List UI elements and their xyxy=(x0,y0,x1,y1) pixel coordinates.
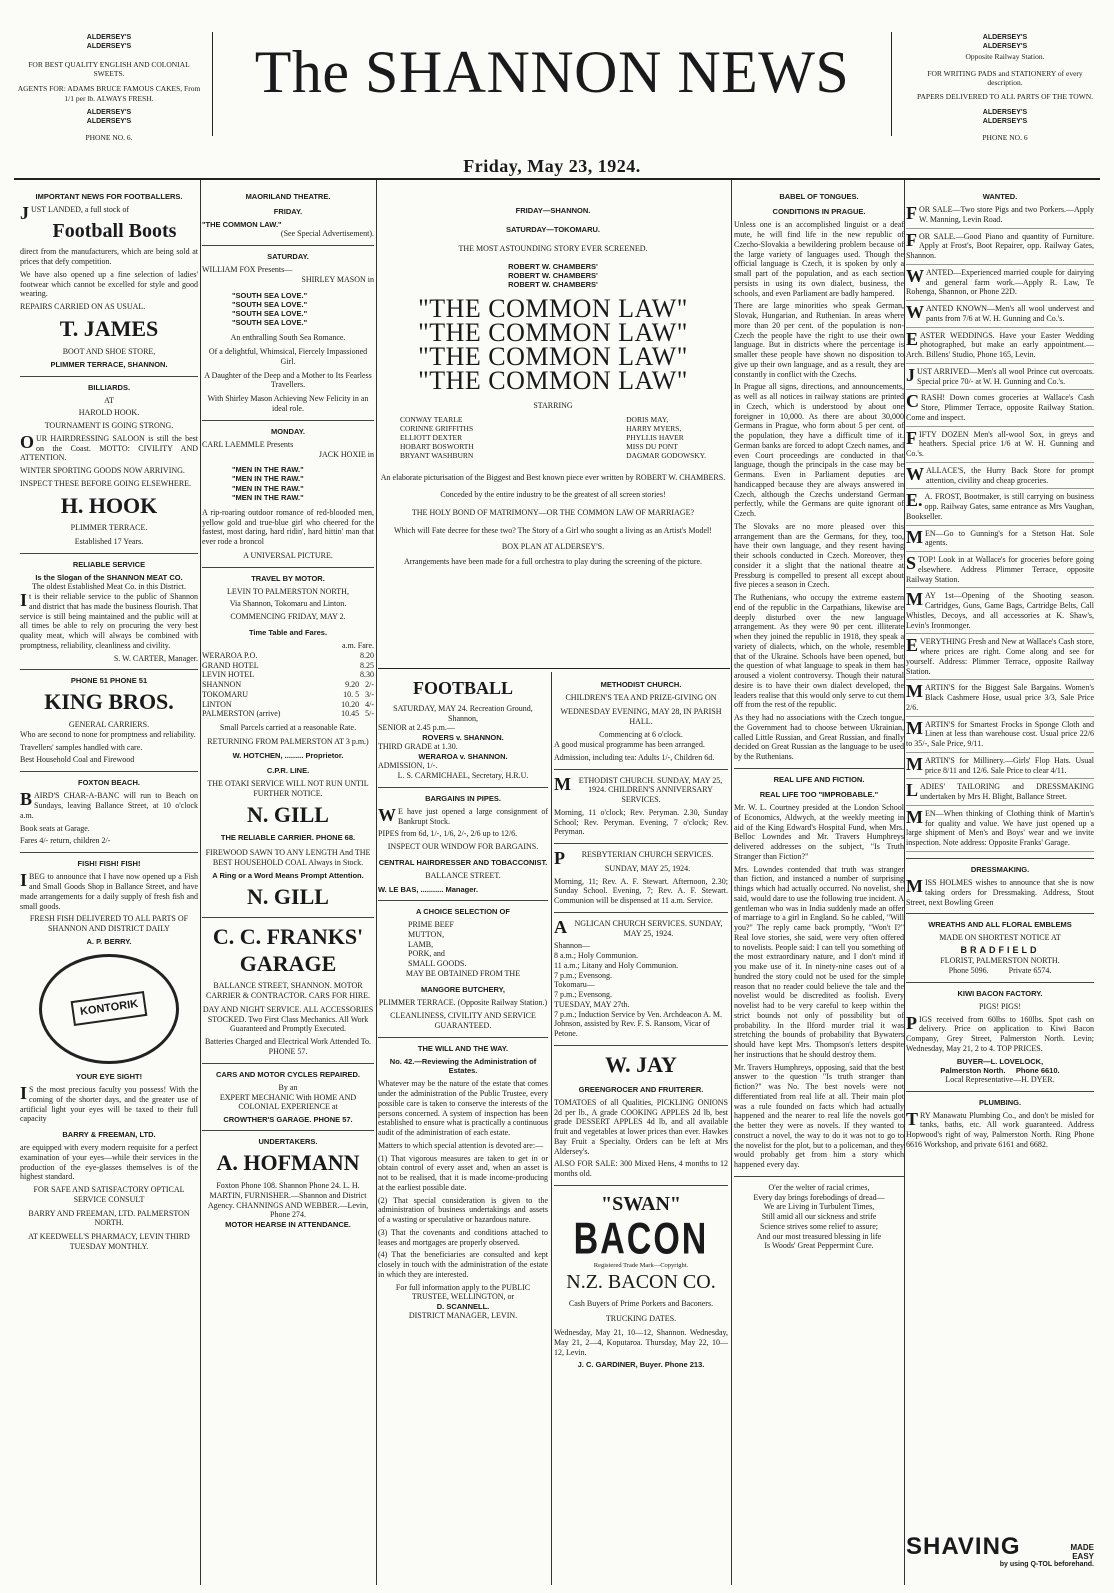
gardiner-buyer: J. C. GARDINER, Buyer. Phone 213. xyxy=(577,1360,705,1370)
timetable-stop: PALMERSTON (arrive) xyxy=(202,709,281,719)
travel-via: Via Shannon, Tokomaru and Linton. xyxy=(229,599,347,609)
babel-para-5: The Ruthenians, who occupy the extreme eastern end of the republic in the Carpathians, likewise are deeply disturbed over the new language arrangement. As they were 90 per cent. illiterate when they joined the republic in 1918, they speak a variety of dialects, which, on the whole, resemble that of the Ukraine. Schools have been opened, but the question of what language to speak in them has aroused a violent controversy. Though their natural desire is to have their own dialect developed, the leaders realise that this would only serve to cut them off from the rest of the republic. xyxy=(734,593,904,710)
w-jay-heading: W. JAY xyxy=(605,1051,677,1077)
point-2: (2) That special consideration is given to the administration of business undertakings and assets of a wasting or speculative or hazardous nature. xyxy=(378,1195,548,1225)
ear-right-advert xyxy=(910,34,1100,142)
saturday-tagline1: An enthralling South Sea Romance. xyxy=(230,333,346,343)
meat-manager: S. W. CARTER, Manager. xyxy=(113,653,198,663)
tournament-text: TOURNAMENT IS GOING STRONG. xyxy=(44,421,174,431)
divider xyxy=(906,858,1094,859)
bacon-logo: BACON xyxy=(573,1214,709,1264)
babel-para-3: In Prague all signs, directions, and announcements, as well as all notices in railway stations are printed in Czech, which is understood by about one foreigner in 10,000. As there are about 30,000 Germans in Prague, who form about 5 per cent. of the population, they have a difficult time of it. German banks are forced to adopt Czech names, and even Court proceedings are conducted in that language, though the principals in the case may be Germans. Even in Parliament deputies are handicapped because they are always answered in Czech, although the Czechs understand German perfectly, while the Germans are quite ignorant of Czech. xyxy=(734,382,904,519)
timetable-time-fare: 8.20 xyxy=(360,650,374,660)
classified-ad: MARTIN'S for Smartest Frocks in Sponge Cloth and Linen at less than warehouse cost. Usual price 22/6 to 35/-, Sale Price, 9/11. xyxy=(906,720,1094,753)
classified-ad: MARTIN'S for Millinery.—Girls' Flop Hats. Usual price 8/11 and 12/6. Sale Price to clear 4/11. xyxy=(906,756,1094,780)
local-representative: Local Representative—H. DYER. xyxy=(945,1074,1055,1084)
wednesday-evening: WEDNESDAY EVENING, MAY 28, IN PARISH HALL. xyxy=(560,706,722,726)
ring-or-word: A Ring or a Word Means Prompt Attention. xyxy=(212,870,364,880)
heading-billiards: BILLIARDS. xyxy=(87,382,131,392)
kontorik-logo-text: KONTORIK xyxy=(70,991,147,1027)
heading-eye-sight: YOUR EYE SIGHT! xyxy=(75,1071,143,1081)
heading-dressmaking: DRESSMAKING. xyxy=(970,864,1030,874)
heading-babel-of-tongues: BABEL OF TONGUES. xyxy=(779,192,859,201)
ear-right-line0: Opposite Railway Station. xyxy=(965,51,1045,61)
masthead-title: The SHANNON NEWS xyxy=(254,39,850,105)
florist-phone: Phone 5096. Private 6574. xyxy=(948,965,1052,975)
cast-right: DORIS MAY, HARRY MYERS, PHYLLIS HAVER MISS DU PONT DAGMAR GODOWSKY. xyxy=(626,414,706,461)
column-rule xyxy=(376,180,377,1585)
pigs-pigs: PIGS! PIGS! xyxy=(978,1001,1021,1011)
divider xyxy=(554,769,728,770)
king-bros-carriers: GENERAL CARRIERS. xyxy=(68,720,150,730)
kontorik-logo xyxy=(39,954,179,1064)
swan-label: "SWAN" xyxy=(601,1192,681,1215)
ladies-footwear-text: We have also opened up a fine selection of ladies' footwear which cannot be excelled for style and good wearing. xyxy=(20,269,198,299)
column-rule xyxy=(904,180,905,1585)
meat-oldest: The oldest Established Meat Co. in this District. xyxy=(32,582,186,592)
heading-conditions-prague: CONDITIONS IN PRAGUE. xyxy=(772,207,866,217)
classified-ad: CRASH! Down comes groceries at Wallace's Cash Store, Plimmer Terrace, opposite Railway Station. Come and inspect. xyxy=(906,393,1094,426)
divider xyxy=(906,982,1094,983)
reviewing-administration: No. 42.—Reviewing the Administration of Estates. xyxy=(389,1057,537,1076)
ear-right-caps2: ALDERSEY'S ALDERSEY'S xyxy=(982,109,1028,125)
timetable-time-fare: 8.30 xyxy=(360,670,374,680)
box-plan: BOX PLAN AT ALDERSEY'S. xyxy=(501,541,605,551)
saturday-presenter: WILLIAM FOX Presents— xyxy=(202,265,293,275)
franks-services: DAY AND NIGHT SERVICE. ALL ACCESSORIES STOCKED. Two First Class Mechanics. All Work Guaranteed and Promptly Executed. xyxy=(202,1004,374,1034)
classified-ad: EASTER WEDDINGS. Have your Easter Wedding photographed, but make an early appointment.—Arch. Billens' Studio, Phone 165, Levin. xyxy=(906,331,1094,364)
n-gill-heading-2: N. GILL xyxy=(247,884,329,909)
saturday-tagline2: Of a delightful, Whimsical, Fiercely Impassioned Girl. xyxy=(208,347,368,366)
divider xyxy=(554,1045,728,1046)
hairdressing-text: OUR HAIRDRESSING SALOON is still the best on the Coast. MOTTO: CIVILITY AND ATTENTION. xyxy=(20,431,198,463)
ear-right-line2: PAPERS DELIVERED TO ALL PARTS OF THE TOWN. xyxy=(917,91,1093,101)
common-law-advert xyxy=(378,200,728,666)
t-james-heading: T. JAMES xyxy=(59,315,159,341)
trademark-note: Registered Trade Mark—Copyright. xyxy=(593,1262,689,1270)
king-bros-text3: Best Household Coal and Firewood xyxy=(20,755,135,765)
timetable-row xyxy=(202,661,374,671)
heading-wanted: WANTED. xyxy=(982,192,1018,201)
babel-para-1: Unless one is an accomplished linguist or a deaf mute, he will find life in the new republic of Czecho-Slovakia a bewildering problem because of the large variety of languages used. Though the official language is Czech, it is spoken by only a small part of the population, and as each section persists in using its own dialect, business, the schools, and even Parliament are badly hampered. xyxy=(734,220,904,298)
timetable-row xyxy=(202,670,374,680)
timetable-time-fare: 9.20 2/- xyxy=(345,680,374,690)
n-gill-heading: N. GILL xyxy=(247,802,329,828)
ear-left-advert xyxy=(14,34,204,142)
rovers-shannon: ROVERS v. SHANNON. xyxy=(422,733,504,743)
heading-bargains-pipes: BARGAINS IN PIPES. xyxy=(425,793,501,803)
divider xyxy=(20,376,198,377)
district-manager: DISTRICT MANAGER, LEVIN. xyxy=(408,1311,518,1321)
heading-maoriland-theatre: MAORILAND THEATRE. xyxy=(245,192,331,201)
king-bros-text1: Who are second to none for promptness and reliability. xyxy=(20,729,196,739)
travel-route: LEVIN TO PALMERSTON NORTH, xyxy=(227,586,349,596)
timetable-row xyxy=(202,709,374,719)
meat-list: PRIME BEEF MUTTON, LAMB, PORK, and SMALL GOODS. xyxy=(408,920,467,969)
dressmaking-text: MISS HOLMES wishes to announce that she is now taking orders for Dressmaking. Address, Stout Street, next Bowling Green xyxy=(906,876,1094,907)
senior-time: SENIOR at 2.45 p.m.— xyxy=(378,723,455,733)
le-bas-manager: W. LE BAS, ........... Manager. xyxy=(378,884,479,894)
winter-goods-text: WINTER SPORTING GOODS NOW ARRIVING. xyxy=(20,466,185,476)
fiction-para-1: Mr. W. L. Courtney presided at the London School of Economics, Aldwych, at the weekly meeting in aid of the King Edward's Hospital Fund, when Mrs. Belloc Lowndes and Mr. Travers Humphreys delivered addresses on the subject, "Is Truth Stranger than Fiction?" xyxy=(734,803,904,861)
classified-ad: MEN—When thinking of Clothing think of Martin's for quality and value. We have just opened up a large shipment of Men's and Boys' wear and we invite inspection. Note address: Opposite Franks' Garage. xyxy=(906,809,1094,852)
shaving-q-tol: by using Q-TOL beforehand. xyxy=(999,1561,1094,1568)
heading-fish: FISH! FISH! FISH! xyxy=(77,859,141,869)
peppermint-verse: O'er the welter of racial crimes, Every day brings forebodings of dread— We are Living in Turbulent Times, Still amid all our sickness and strife Science strives some relief to assure; And our most treasured blessing in life Is Woods' Great Peppermint Cure. xyxy=(753,1182,885,1251)
classified-ad: MAY 1st—Opening of the Shooting season. Cartridges, Guns, Game Bags, Cartridge Belts, Call Whistles, Decoys, and all accessories at K. Shaw's, Levin's Ironmonger. xyxy=(906,591,1094,634)
heading-choice-selection: A CHOICE SELECTION OF xyxy=(416,906,510,916)
estate-text: Whatever may be the nature of the estate that comes under the administration of the Public Trustee, every possible care is taken to conserve the interests of the persons concerned. A system of inspection has been established to ensure what is practically a continuous audit of the administration of each estate. xyxy=(378,1079,548,1138)
timetable-row xyxy=(202,690,374,700)
football-intro: JUST LANDED, a full stock of xyxy=(20,203,130,224)
babel-para-2: There are large minorities who speak German, Slovak, Hungarian, and Ruthenian. In areas where more than 20 per cent. of the population is non-Czech the people have the right to use their own language. But in districts where the percentage is smaller these people have shown no disposition to give up their own language, and as a result, they are constantly in conflict with the Czechs. xyxy=(734,301,904,379)
presbyterian-services: PRESBYTERIAN CHURCH SERVICES. xyxy=(554,848,714,869)
heading-mangore-butchery: MANGORE BUTCHERY, xyxy=(421,984,505,994)
classified-ad: LADIES' TAILORING and DRESSMAKING undertaken by Mrs H. Blight, Ballance Street. xyxy=(906,782,1094,806)
holy-bond-text: THE HOLY BOND OF MATRIMONY—OR THE COMMON LAW OF MARRIAGE? xyxy=(411,508,695,518)
eye-sight-text: IS the most precious faculty you possess! With the coming of the shorter days, and the greater use of artificial light your eyes will be taxed to their full capacity xyxy=(20,1083,198,1124)
monday-film: "MEN IN THE RAW." "MEN IN THE RAW." "MEN IN THE RAW." "MEN IN THE RAW." xyxy=(232,465,304,502)
lovelock-buyer: BUYER—L. LOVELOCK, xyxy=(956,1056,1044,1066)
ear-right-phone: PHONE NO. 6 xyxy=(982,132,1028,142)
point-4: (4) That the beneficiaries are consulted and kept closely in touch with the administration of the estate in which they are interested. xyxy=(378,1250,548,1279)
timetable-stop: LINTON xyxy=(202,699,232,709)
keedwell-pharmacy: AT KEEDWELL'S PHARMACY, LEVIN THIRD TUESDAY MONTHLY. xyxy=(28,1232,190,1251)
timetable-row xyxy=(202,651,374,661)
friday-note: (See Special Advertisement). xyxy=(280,229,374,239)
meat-service-text: It is their reliable service to the public of Shannon and district that has made the business flourish. That service is still being maintained and the public will at all times be able to rely on procuring the very best quality meat, which will always be combined with promptness, reliability, cleanliness and civility. xyxy=(20,590,198,650)
ear-left-line1: FOR BEST QUALITY ENGLISH AND COLONIAL SWEETS. xyxy=(28,59,190,78)
heading-real-life-fiction: REAL LIFE AND FICTION. xyxy=(773,774,865,784)
divider xyxy=(20,771,198,772)
carmichael-secretary: L. S. CARMICHAEL, Secretary, H.R.U. xyxy=(397,770,529,780)
starring-label: STARRING xyxy=(533,401,573,411)
classified-ad: JUST ARRIVED—Men's all wool Prince cut overcoats. Special price 70/- at W. H. Gunning and Co.'s. xyxy=(906,367,1094,391)
heading-monday: MONDAY. xyxy=(271,426,305,436)
heading-kiwi-bacon: KIWI BACON FACTORY. xyxy=(957,988,1043,998)
crowther-garage: CROWTHER'S GARAGE. PHONE 57. xyxy=(223,1115,353,1125)
otaki-service: THE OTAKI SERVICE WILL NOT RUN UNTIL FURTHER NOTICE. xyxy=(207,778,369,798)
bankrupt-stock: WE have just opened a large consignment of Bankrupt Stock. xyxy=(378,804,548,826)
ear-right-line1: FOR WRITING PADS and STATIONERY of every description. xyxy=(927,68,1083,88)
ballance-street: BALLANCE STREET. xyxy=(425,871,501,881)
point-1: (1) That vigorous measures are taken to get in or obtain control of every asset and, when an asset is not to be realised, that it is made income-producing at the earliest possible date. xyxy=(378,1153,548,1192)
heading-too-improbable: REAL LIFE TOO "IMPROBABLE." xyxy=(759,789,879,799)
fish-owner: A. P. BERRY. xyxy=(86,936,132,946)
admission-tea: Admission, including tea: Adults 1/-, Children 6d. xyxy=(554,752,715,762)
shoe-store-text: BOOT AND SHOE STORE, xyxy=(62,346,156,356)
divider xyxy=(202,1130,374,1131)
babel-para-6: As they had no associations with the Czech tongue, the Government had to choose between Ukrainian, called Little Russian, and Great Russian, and finally decided on Great Russian as the language to be used by the Ruthenians. xyxy=(734,713,904,762)
heading-wreaths: WREATHS AND ALL FLORAL EMBLEMS xyxy=(928,920,1072,930)
franks-garage-heading: C. C. FRANKS' GARAGE xyxy=(212,923,364,976)
divider xyxy=(202,567,374,568)
saturday-tagline4: With Shirley Mason Achieving New Felicity in an ideal role. xyxy=(207,394,369,413)
meat-slogan: Is the Slogan of the SHANNON MEAT CO. xyxy=(35,573,183,583)
timetable-time-fare: 8.25 xyxy=(360,660,374,670)
timetable-time-fare: 10.20 4/- xyxy=(341,699,374,709)
inspect-text: INSPECT THESE BEFORE GOING ELSEWHERE. xyxy=(20,478,192,488)
nz-bacon-co: N.Z. BACON CO. xyxy=(566,1271,716,1294)
charabanc-text: BAIRD'S CHAR-A-BANC will run to Beach on Sundays, leaving Ballance Street, at 10 o'clock a.m. xyxy=(20,789,198,820)
divider xyxy=(378,1037,548,1038)
divider xyxy=(554,1185,728,1186)
divider xyxy=(20,852,198,853)
fish-text: IBEG to announce that I have now opened up a Fish and Small Goods Shop in Ballance Street, and have made arrangements for a daily supply of fresh fish and small goods. xyxy=(20,870,198,911)
column-rule xyxy=(200,180,201,1585)
classified-ad: MEN—Go to Gunning's for a Stetson Hat. Sole agents. xyxy=(906,529,1094,553)
divider xyxy=(202,245,374,246)
divider xyxy=(734,1176,904,1177)
author-lines: ROBERT W. CHAMBERS' ROBERT W. CHAMBERS' ROBERT W. CHAMBERS' xyxy=(508,262,598,290)
heading-saturday-tokomaru: SATURDAY—TOKOMARU. xyxy=(505,225,601,235)
heading-timetable: Time Table and Fares. xyxy=(248,627,328,637)
divider xyxy=(202,420,374,421)
astounding-story: THE MOST ASTOUNDING STORY EVER SCREENED. xyxy=(458,244,648,254)
column-3b xyxy=(554,674,728,1584)
barry-freeman-text: are equipped with every modern requisite for a perfect examination of your eyes—while their services in the production of the eye-glasses themselves is of the highest standard. xyxy=(20,1143,198,1182)
presbyterian-times: Morning, 11; Rev. A. F. Stewart. Afternoon, 2.30; Sunday School. Evening, 7; Rev. A. F. Stewart. Communion will be dispensed at 11 a.m. Service. xyxy=(554,876,728,906)
divider xyxy=(20,553,198,554)
admission: ADMISSION, 1/-. xyxy=(378,761,438,771)
column-1 xyxy=(20,186,198,1586)
divider xyxy=(906,1091,1094,1092)
timetable-stop: GRAND HOTEL xyxy=(202,660,259,670)
heading-greengrocer: GREENGROCER AND FRUITERER. xyxy=(578,1084,704,1094)
hotchen-proprietor: W. HOTCHEN, ......... Proprietor. xyxy=(232,750,344,760)
ear-left-caps: ALDERSEY'S ALDERSEY'S xyxy=(86,34,132,50)
heading-travel-by-motor: TRAVEL BY MOTOR. xyxy=(251,573,325,583)
column-5 xyxy=(906,186,1094,1526)
timetable-time-fare: 10. 5 3/- xyxy=(343,689,374,699)
elaborate-text: An elaborate picturisation of the Biggest and Best known piece ever written by ROBERT W. CHAMBERS. xyxy=(380,472,726,482)
plumbing-text: TRY Manawatu Plumbing Co., and don't be misled for tanks, baths, etc. All work guaranteed. Address Hopwood's right of way, Palmerston North. Ring Phone 6616 Workshop, and private 6161 and 6682. xyxy=(906,1108,1094,1149)
timetable-row xyxy=(202,700,374,710)
n-gill-carrier: THE RELIABLE CARRIER. PHONE 68. xyxy=(220,833,356,843)
football-date: SATURDAY, MAY 24. Recreation Ground, Shannon, xyxy=(393,703,533,723)
pipes-prices: PIPES from 6d, 1/-, 1/6, 2/-, 2/6 up to 12/6. xyxy=(378,829,518,839)
hens-for-sale: ALSO FOR SALE: 300 Mixed Hens, 4 months to 12 months old. xyxy=(554,1159,728,1179)
barry-freeman-address: BARRY AND FREEMAN, LTD. PALMERSTON NORTH. xyxy=(28,1208,190,1228)
monday-star: JACK HOXIE in xyxy=(318,449,374,459)
fiction-para-2: Mrs. Lowndes contended that truth was stranger than fiction, and instanced a number of surprising things which had actually occurred. No novelist, she said, would dare to use the following true incident. A gentleman who was in India suddenly made an offer of marriage to a girl in England. So he cabled, "Will you?" The reply came back promptly, "Won't I?" Real love stories, she said, were very often offered to novelists. People said: I can tell you something of the most extraordinary nature, and I don't mind if you make use of it. In ninety-nine cases out of a hundred the story could not be used for the simple reason that no reader could believe the tale and the novelist would be discredited as foolish. Every novelist had to be very careful to keep within the strict bounds not only of possibility but of probability. In the Ilford murder trial it was stretching the bounds of probability that Bywaters should have kept Mrs. Thompson's letters despite her instructions that he should destroy them. xyxy=(734,864,904,1059)
billiards-name: HAROLD HOOK. xyxy=(78,408,140,418)
orchestra-text: Arrangements have been made for a full orchestra to play during the screening of the picture. xyxy=(403,557,703,567)
classified-ad: WALLACE'S, the Hurry Back Store for prompt attention, civility and cheap groceries. xyxy=(906,466,1094,490)
timetable-time-fare: 10.45 5/- xyxy=(341,709,374,719)
scannell: D. SCANNELL. xyxy=(436,1302,490,1312)
methodist-services: METHODIST CHURCH. SUNDAY, MAY 25, 1924. CHILDREN'S ANNIVERSARY SERVICES. xyxy=(554,773,723,805)
lovelock-phone: Palmerston North. Phone 6610. xyxy=(940,1065,1060,1075)
book-seats-text: Book seats at Garage. xyxy=(20,823,90,833)
musical-programme: A good musical programme has been arranged. xyxy=(554,740,705,750)
divider xyxy=(20,669,198,670)
monday-presenter: CARL LAEMMLE Presents xyxy=(202,439,294,449)
firewood-text: FIREWOOD SAWN TO ANY LENGTH And THE BEST HOUSEHOLD COAL Always in Stock. xyxy=(205,848,371,868)
anglican-times: Shannon— 8 a.m.; Holy Communion. 11 a.m.; Litany and Holy Communion. 7 p.m.; Evensong. Tokomaru— 7 p.m.; Evensong. TUESDAY, MAY 27th. 7 p.m.; Induction Service by Ven. Archdeacon A. M. Johnson, assisted by Rev. F. S. Ransom, Vicar of Petone. xyxy=(554,941,723,1039)
franks-address: BALLANCE STREET, SHANNON. MOTOR CARRIER & CONTRACTOR. CARS FOR HIRE. xyxy=(205,981,371,1001)
childrens-tea: CHILDREN'S TEA AND PRIZE-GIVING ON xyxy=(565,693,717,703)
timetable xyxy=(202,641,374,719)
common-law-title: "THE COMMON LAW" "THE COMMON LAW" "THE COMMON LAW" "THE COMMON LAW" xyxy=(418,294,688,396)
classified-ad: MARTIN'S for the Biggest Sale Bargains. Women's Black Cashmere Hose, usual price 3/3, Sale Price 2/6. xyxy=(906,683,1094,716)
motor-hearse: MOTOR HEARSE IN ATTENDANCE. xyxy=(225,1220,351,1230)
timetable-row xyxy=(202,641,374,651)
divider xyxy=(554,843,728,844)
conceded-text: Conceded by the entire industry to be the greatest of all screen stories! xyxy=(440,490,666,500)
heading-saturday: SATURDAY. xyxy=(267,252,309,262)
classified-ad: EVERYTHING Fresh and New at Wallace's Cash store, where prices are right. Come along and see for yourself. Address: Plimmer Terrace, opposite Railway Station. xyxy=(906,637,1094,680)
divider xyxy=(906,913,1094,914)
king-bros-heading: KING BROS. xyxy=(44,689,174,715)
divider xyxy=(202,917,374,918)
heading-central-hairdresser: CENTRAL HAIRDRESSER AND TOBACCONIST. xyxy=(378,857,548,867)
wanted-ads-list xyxy=(906,205,1094,852)
universal-picture: A UNIVERSAL PICTURE. xyxy=(243,550,333,560)
swan-bacon-advert xyxy=(554,1192,728,1295)
heading-foxton-beach: FOXTON BEACH. xyxy=(78,778,140,788)
franks-batteries: Batteries Charged and Electrical Work Attended To. PHONE 57. xyxy=(204,1037,372,1056)
small-parcels: Small Parcels carried at a reasonable Rate. xyxy=(219,723,357,733)
football-heading: FOOTBALL xyxy=(412,678,514,698)
ear-right-caps: ALDERSEY'S ALDERSEY'S xyxy=(982,34,1028,50)
weraroa-shannon: WERAROA v. SHANNON. xyxy=(418,752,508,762)
classified-ad: WANTED KNOWN—Men's all wool undervest and pants from 7/6 at W. H. Gunning and Co.'s. xyxy=(906,304,1094,328)
repairs-text: REPAIRS CARRIED ON AS USUAL. xyxy=(20,302,146,312)
special-attention: Matters to which special attention is devoted are:— xyxy=(378,1140,544,1150)
saturday-tagline3: A Daughter of the Deep and a Mother to Its Fearless Travellers. xyxy=(204,370,372,390)
ear-left-phone: PHONE NO. 6. xyxy=(85,132,133,142)
divider xyxy=(554,912,728,913)
obtained-from: MAY BE OBTAINED FROM THE xyxy=(405,968,521,978)
column-4 xyxy=(734,186,904,1586)
timetable-stop: LEVIN HOTEL xyxy=(202,670,255,680)
travel-commencing: COMMENCING FRIDAY, MAY 2. xyxy=(230,612,346,622)
hofmann-text: Foxton Phone 108. Shannon Phone 24. L. H. MARTIN, FURNISHER.—Shannon and District Agency. CHANNINGS AND WEBBER.—Levin, Phone 274. xyxy=(207,1181,369,1220)
methodist-times: Morning, 11 o'clock; Rev. Peryman. 2.30, Sunday School; Rev. Peryman. Evening, 7 o'clock; Rev. Peryman. xyxy=(554,807,728,837)
heading-cpr-line: C.P.R. LINE. xyxy=(266,765,310,775)
fares-text: Fares 4/- return, children 2/- xyxy=(20,836,111,846)
timetable-row xyxy=(202,680,374,690)
fish-delivered: FRESH FISH DELIVERED TO ALL PARTS OF SHANNON AND DISTRICT DAILY xyxy=(29,914,189,933)
classified-ad: WANTED—Experienced married couple for dairying and general farm work.—Apply R. Law, Te Rohenga, Shannon, or Phone 22D. xyxy=(906,268,1094,301)
saturday-star: SHIRLEY MASON in xyxy=(301,275,374,285)
point-3: (3) That the covenants and conditions attached to leases and mortgages are properly observed. xyxy=(378,1227,548,1247)
plimmer-terrace-text: PLIMMER TERRACE, SHANNON. xyxy=(50,360,168,370)
heading-reliable-service: RELIABLE SERVICE xyxy=(72,559,146,569)
king-bros-text2: Travellers' samples handled with care. xyxy=(20,742,143,752)
ear-left-caps2: ALDERSEY'S ALDERSEY'S xyxy=(86,109,132,125)
heading-friday: FRIDAY. xyxy=(273,207,303,217)
timetable-stop: SHANNON xyxy=(202,680,242,690)
babel-para-4: The Slovaks are no more pleased over this arrangement than are the Germans, for they, too, have their own language, and they resent having their schools conducted in Czech. Moreover, they consider it a slight that the national theatre at Pressburg is compelled to present all except about five pieces a season in Czech. xyxy=(734,521,904,590)
monday-description: A rip-roaring outdoor romance of red-blooded men, yellow gold and true-blue girl who cheered for the fastest, most daring, hard ridin', hard hittin' man that ever rode a broncol xyxy=(202,507,374,547)
wreaths-notice: MADE ON SHORTEST NOTICE AT xyxy=(939,933,1061,943)
ear-left-line2: AGENTS FOR: ADAMS BRUCE FAMOUS CAKES, From 1/1 per lb. ALWAYS FRESH. xyxy=(17,84,201,103)
dateline: Friday, May 23, 1924. xyxy=(463,156,641,176)
section-rule xyxy=(378,668,730,669)
anglican-services: ANGLICAN CHURCH SERVICES. SUNDAY, MAY 25, 1924. xyxy=(554,916,723,938)
cast-list xyxy=(378,415,728,461)
football-text: direct from the manufacturers, which are being sold at prices that defy competition. xyxy=(20,247,198,267)
shaving-advert xyxy=(906,1533,1094,1568)
timetable-time-fare: a.m. Fare. xyxy=(342,641,374,651)
third-grade-time: THIRD GRADE at 1.30. xyxy=(378,742,458,752)
football-boots-heading: Football Boots xyxy=(52,219,177,242)
masthead-rule xyxy=(14,178,1100,180)
returning-text: RETURNING FROM PALMERSTON AT 3 p.m.) xyxy=(207,736,369,746)
repairs-by: By an xyxy=(278,1082,298,1092)
billiards-at: AT xyxy=(104,395,114,405)
classified-ad: FIFTY DOZEN Men's all-wool Sox, in greys and heathers. Special price 1/6 at W. H. Gunning and Co.'s. xyxy=(906,430,1094,463)
heading-footballers: IMPORTANT NEWS FOR FOOTBALLERS. xyxy=(35,192,183,201)
divider xyxy=(378,787,548,788)
classified-ad: E.A. FROST, Bootmaker, is still carrying on business opp. Railway Gates, same entrance as Mrs Vaughan, Bookseller. xyxy=(906,492,1094,525)
expert-mechanic: EXPERT MECHANIC With HOME AND COLONIAL EXPERIENCE at xyxy=(219,1092,357,1112)
commencing-time: Commencing at 6 o'clock. xyxy=(599,730,683,740)
classified-ad: FOR SALE.—Good Piano and quantity of Furniture. Apply at Frost's, Boot Repairer, opp. Railway Gates, Shannon. xyxy=(906,232,1094,265)
shaving-made-easy: MADE EASY xyxy=(1070,1543,1094,1561)
timetable-stop: TOKOMARU xyxy=(202,689,249,699)
hook-address: PLIMMER TERRACE. xyxy=(70,523,148,533)
trucking-dates-label: TRUCKING DATES. xyxy=(605,1314,677,1324)
column-3a xyxy=(378,674,548,1584)
king-bros-phone: PHONE 51 PHONE 51 xyxy=(70,676,148,686)
timetable-stop: WERAROA P.O. xyxy=(202,650,258,660)
heading-undertakers: UNDERTAKERS. xyxy=(258,1137,318,1147)
divider xyxy=(734,768,904,769)
inspect-window: INSPECT OUR WINDOW FOR BARGAINS. xyxy=(387,842,539,852)
saturday-film: "SOUTH SEA LOVE." "SOUTH SEA LOVE." "SOUTH SEA LOVE." "SOUTH SEA LOVE." xyxy=(232,290,308,328)
friday-film: "THE COMMON LAW." xyxy=(202,220,282,230)
cast-left: CONWAY TEARLE CORINNE GRIFFITHS ELLIOTT DEXTER HOBART BOSWORTH BRYANT WASHBURN xyxy=(400,414,474,461)
h-hook-heading: H. HOOK xyxy=(60,492,158,518)
trucking-dates: Wednesday, May 21, 10—12, Shannon. Wednesday, May 21, 2—4, Koputaroa. Thursday, May 22, 10—12, Levin. xyxy=(554,1328,728,1357)
heading-friday-shannon: FRIDAY—SHANNON. xyxy=(515,206,591,215)
public-trustee: For full information apply to the PUBLIC TRUSTEE, WELLINGTON, or xyxy=(395,1282,531,1302)
hofmann-heading: A. HOFMANN xyxy=(216,1150,360,1176)
column-2 xyxy=(202,186,374,1586)
classified-ad: STOP! Look in at Wallace's for groceries before going elsewhere. Address Plimmer Terrace, opposite Railway Station. xyxy=(906,555,1094,588)
fiction-para-3: Mr. Travers Humphreys, opposing, said that the best answer to the question "Is truth stranger than fiction?" was No. The best novels were not differentiated from real life at all. Their main plot was a rule founded on facts which had actually happened and the nearer to real life the novels got the better they were as novels. If they wanted to construct a novel, the way to do it was not to go to the novelist for the plot, but to a policeman, and they would probably get from him a story which happened every day. xyxy=(734,1062,904,1170)
shaving-word: SHAVING xyxy=(906,1533,1021,1560)
tomatoes-text: TOMATOES of all Qualities, PICKLING ONIONS 2d per lb., A grade COOKING APPLES 2d lb, best grade DESSERT APPLES 4d lb, and all available fruit and vegetables at lower prices than ever. Hawkes Bay Fruit a Specialty. Orders can be left at Mrs Aldersey's. xyxy=(554,1097,728,1156)
cash-buyers: Cash Buyers of Prime Porkers and Baconers. xyxy=(568,1298,714,1308)
classified-ad: FOR SALE—Two store Pigs and two Porkers.—Apply W. Manning, Levin Road. xyxy=(906,205,1094,229)
heading-cars-repaired: CARS AND MOTOR CYCLES REPAIRED. xyxy=(215,1069,361,1079)
hook-established: Established 17 Years. xyxy=(74,537,144,547)
heading-barry-freeman: BARRY & FREEMAN, LTD. xyxy=(62,1130,156,1140)
bradfield: BRADFIELD xyxy=(960,945,1040,956)
mangore-address: PLIMMER TERRACE. (Opposite Railway Station.) xyxy=(378,997,548,1007)
pigs-text: PIGS received from 60lbs to 160lbs. Spot cash on delivery. Price on application to Kiwi Bacon Company, Grey Street, Palmerston North. Levin; Wednesday, May 21, 2 to 4. TOP PRICES. xyxy=(906,1012,1094,1053)
florist-address: FLORIST, PALMERSTON NORTH. xyxy=(940,956,1060,966)
heading-will-and-way: THE WILL AND THE WAY. xyxy=(417,1043,509,1053)
heading-plumbing: PLUMBING. xyxy=(978,1097,1022,1107)
column-rule xyxy=(551,672,552,1585)
optical-consult: FOR SAFE AND SATISFACTORY OPTICAL SERVICE CONSULT xyxy=(33,1185,185,1204)
divider xyxy=(378,900,548,901)
cleanliness-text: CLEANLINESS, CIVILITY AND SERVICE GUARANTEED. xyxy=(390,1011,536,1031)
divider xyxy=(202,1063,374,1064)
column-rule xyxy=(731,180,732,1585)
presbyterian-date: SUNDAY, MAY 25, 1924. xyxy=(604,863,691,873)
heading-methodist-church: METHODIST CHURCH. xyxy=(600,680,682,689)
fate-text: Which will Fate decree for these two? The Story of a Girl who sought a living as an Artist's Model! xyxy=(394,525,712,535)
